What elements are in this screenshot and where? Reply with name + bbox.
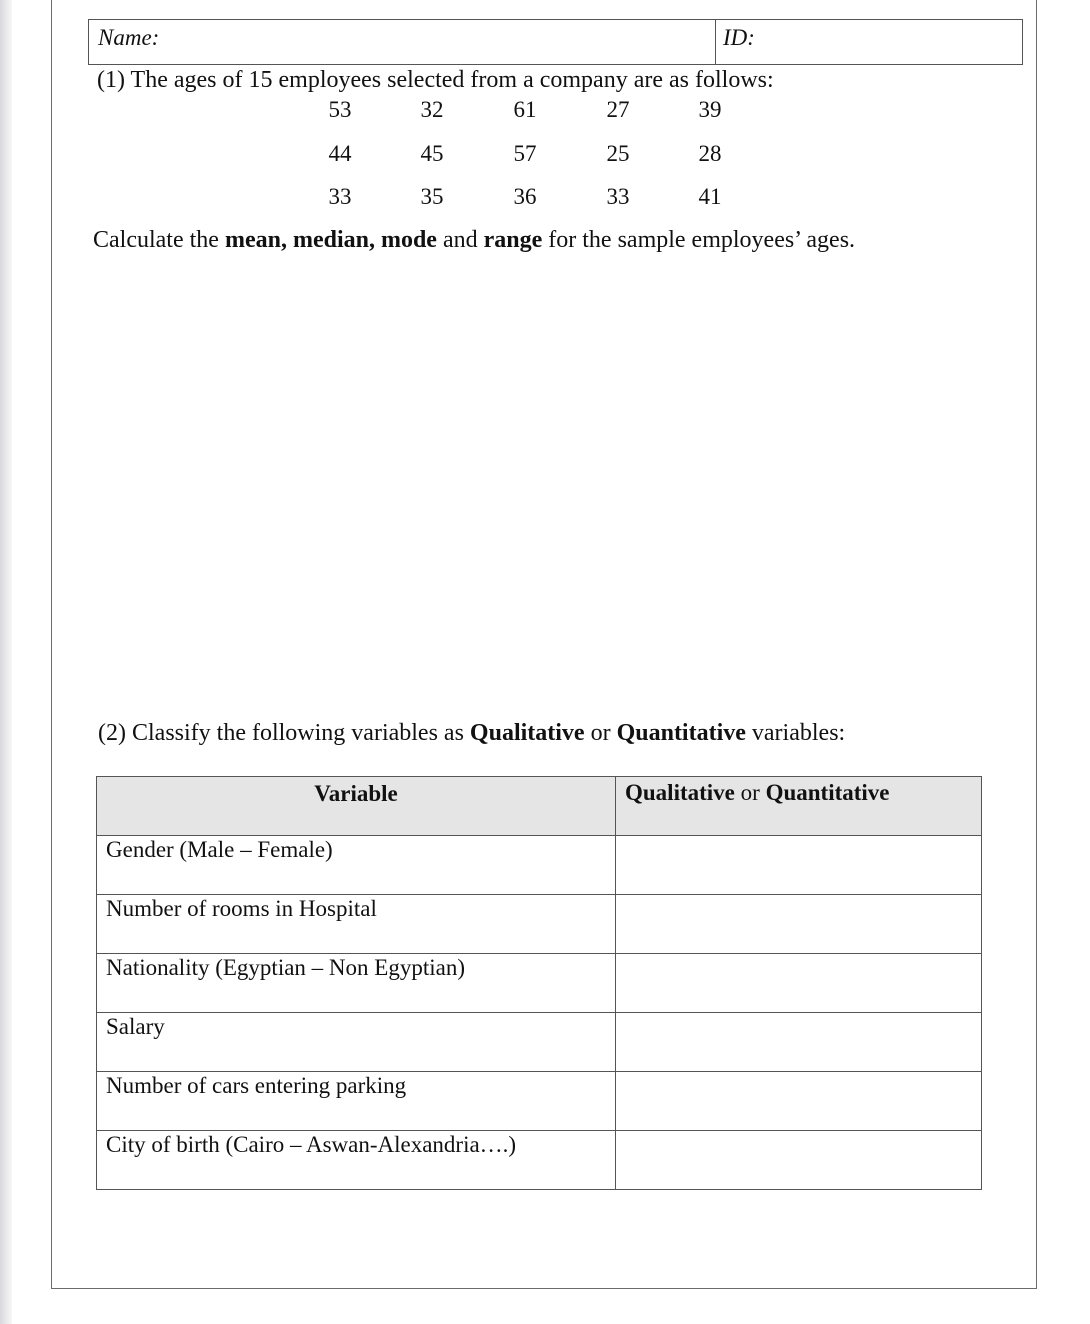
age-value: 25 <box>606 141 630 166</box>
variable-cell <box>97 1013 616 1072</box>
question-1-title: (1) The ages of 15 employees selected from a company are as follows: <box>97 67 774 93</box>
variable-label: City of birth (Cairo – Aswan-Alexandria….) <box>106 1132 517 1157</box>
variable-label: Nationality (Egyptian – Non Egyptian) <box>106 955 465 980</box>
instruction-text: Calculate the <box>93 227 225 253</box>
q2-title-bold-quantitative: Quantitative <box>616 720 746 746</box>
table-row <box>97 1013 982 1072</box>
age-value: 45 <box>420 141 444 166</box>
instruction-bold-mean-median: mean, median, <box>224 227 375 253</box>
variable-label: Number of rooms in Hospital <box>106 896 377 921</box>
age-value: 44 <box>328 141 352 166</box>
variable-cell <box>97 1072 616 1131</box>
table-row <box>97 895 982 954</box>
answer-cell[interactable] <box>616 1131 982 1190</box>
table-row <box>97 1072 982 1131</box>
answer-cell[interactable] <box>616 954 982 1013</box>
type-column-header <box>616 777 982 836</box>
answer-cell[interactable] <box>616 1072 982 1131</box>
name-id-box <box>88 19 1023 65</box>
variable-label: Gender (Male – Female) <box>106 837 333 862</box>
q2-title-text: variables: <box>745 720 846 746</box>
age-value: 61 <box>513 97 537 122</box>
table-row <box>97 836 982 895</box>
age-value: 35 <box>420 184 444 209</box>
answer-cell[interactable] <box>616 895 982 954</box>
age-value: 53 <box>328 97 352 122</box>
age-value: 41 <box>698 184 722 209</box>
variable-cell <box>97 895 616 954</box>
age-value: 33 <box>606 184 630 209</box>
header-or-text: or <box>734 780 766 805</box>
age-value: 28 <box>698 141 722 166</box>
q2-title-text: or <box>584 720 617 746</box>
name-label: Name: <box>98 25 160 50</box>
variable-column-header: Variable <box>97 777 616 836</box>
age-value: 32 <box>420 97 444 122</box>
variable-cell <box>97 836 616 895</box>
table-row <box>97 1131 982 1190</box>
header-bold-quantitative: Quantitative <box>765 780 890 805</box>
answer-cell[interactable] <box>616 1013 982 1072</box>
name-id-divider <box>715 20 716 64</box>
variable-cell <box>97 1131 616 1190</box>
q2-title-bold-qualitative: Qualitative <box>469 720 585 746</box>
variable-label: Salary <box>106 1014 165 1039</box>
question-1-instruction <box>93 227 855 254</box>
header-bold-qualitative: Qualitative <box>625 780 735 805</box>
variables-table <box>96 776 982 1190</box>
page-shadow-edge <box>0 0 12 1324</box>
table-row <box>97 954 982 1013</box>
age-value: 57 <box>513 141 537 166</box>
age-value: 27 <box>606 97 630 122</box>
variable-cell <box>97 954 616 1013</box>
answer-cell[interactable] <box>616 836 982 895</box>
instruction-text: for the sample employees’ ages. <box>542 227 856 253</box>
age-value: 36 <box>513 184 537 209</box>
instruction-bold-range: range <box>483 227 543 253</box>
table-header-row <box>97 777 982 836</box>
variable-label: Number of cars entering parking <box>106 1073 407 1098</box>
instruction-bold-mode: mode <box>380 227 437 253</box>
id-label: ID: <box>723 25 755 50</box>
q2-title-text: (2) Classify the following variables as <box>98 720 470 746</box>
instruction-text: and <box>436 227 484 253</box>
question-2-title <box>98 720 845 747</box>
age-value: 39 <box>698 97 722 122</box>
age-value: 33 <box>328 184 352 209</box>
